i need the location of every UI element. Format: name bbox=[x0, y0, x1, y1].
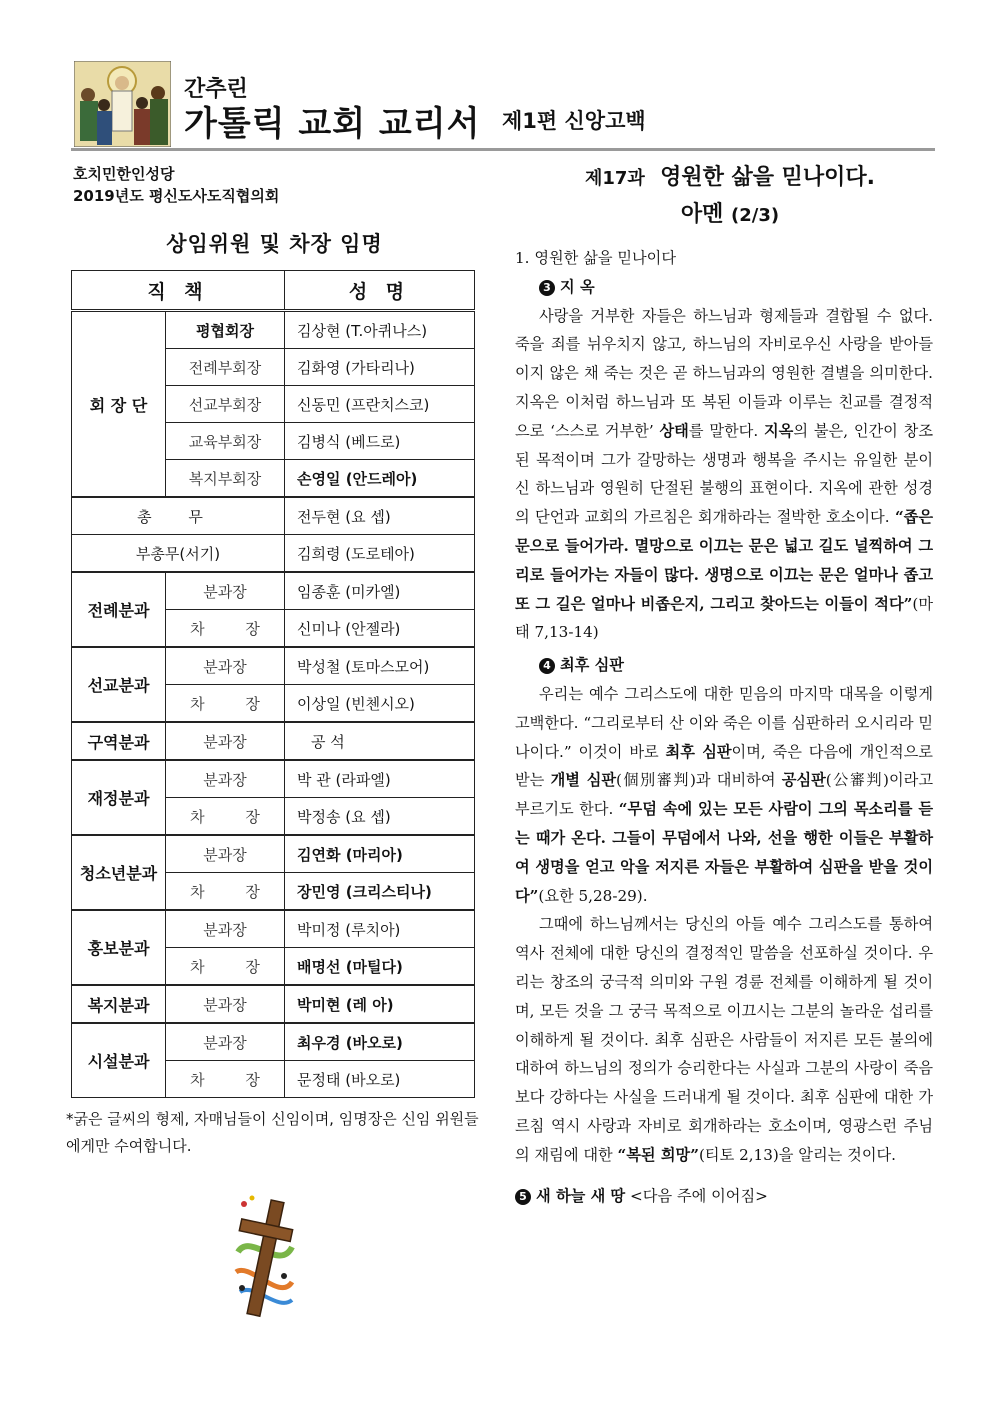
subsection-heading bbox=[515, 651, 933, 680]
position-label: 분과장 bbox=[166, 910, 285, 948]
lesson-part: (2/3) bbox=[731, 205, 780, 226]
subsection-title: 최후 심판 bbox=[560, 656, 624, 675]
member-name: 신미나 (안젤라) bbox=[285, 610, 475, 648]
subsection-heading bbox=[515, 1182, 933, 1211]
continued-note: <다음 주에 이어짐> bbox=[630, 1186, 768, 1205]
member-name: 이상일 (빈첸시오) bbox=[285, 685, 475, 723]
text-span: 그때에 하느님께서는 당신의 아들 예수 그리스도를 통하여 역사 전체에 대한 당신의 결정적인 말씀을 선포하실 것이다. 우리는 창조의 궁극적 의미와 구원 경륜 전체를 이해하게 될 것이며, 모든 것을 그 궁극 목적으로 이끄시는 그분의 놀라운 섭리를 이해하게 될 것이다. 최후 심판은 사람들이 저지른 모든 불의에 대하여 하느님의 정의가 승리한다는 사실과 그분의 사랑이 죽음보다 강하다는 사실을 드러내게 될 것이다. 최후 심판에 대한 가르침 역시 사랑과 자비로 회개하라는 호소이며, 영광스런 주님의 재림에 대한 bbox=[515, 915, 933, 1164]
header-divider bbox=[71, 148, 935, 151]
scripture-ref: (요한 5,28-29). bbox=[538, 886, 648, 905]
member-name: 김화영 (가타리나) bbox=[285, 349, 475, 386]
table-row bbox=[72, 910, 475, 948]
member-name: 김희령 (도로테아) bbox=[285, 535, 475, 573]
position-label: 전례부회장 bbox=[166, 349, 285, 386]
section-heading: 1. 영원한 삶을 믿나이다 bbox=[515, 249, 677, 267]
cross-music-icon bbox=[230, 1192, 300, 1319]
paragraph bbox=[515, 302, 933, 648]
bold-span: 상태 bbox=[659, 421, 689, 440]
position-label: 차 장 bbox=[166, 685, 285, 723]
bold-span: 지옥 bbox=[764, 421, 794, 440]
member-name: 전두현 (요 셉) bbox=[285, 497, 475, 535]
text-span: 이며, 죽은 다음에 개인적으로 받는 bbox=[515, 742, 933, 790]
roster-title: 상임위원 및 차장 임명 bbox=[166, 232, 383, 256]
position-label: 분과장 bbox=[166, 985, 285, 1023]
member-name: 박성철 (토마스모어) bbox=[285, 647, 475, 685]
lesson-title bbox=[512, 160, 948, 234]
subsection-title: 새 하늘 새 땅 bbox=[536, 1186, 626, 1205]
member-name: 공 석 bbox=[285, 722, 475, 760]
table-row bbox=[72, 722, 475, 760]
member-name: 배명선 (마틸다) bbox=[285, 948, 475, 986]
scripture-quote: “좁은 문으로 들어가라. 멸망으로 이끄는 문은 넓고 길도 널찍하여 그리로 들어가는 자들이 많다. 생명으로 이끄는 문은 얼마나 좁고 또 그 길은 얼마나 비좁은지, 그리고 찾아드는 이들이 적다” bbox=[515, 508, 934, 613]
member-name: 최우경 (바오로) bbox=[285, 1023, 475, 1061]
member-name: 박 관 (라파엘) bbox=[285, 760, 475, 798]
group-label: 홍보분과 bbox=[72, 910, 166, 985]
group-label: 시설분과 bbox=[72, 1023, 166, 1098]
position-label: 총 무 bbox=[72, 497, 285, 535]
member-name: 박정송 (요 셉) bbox=[285, 798, 475, 836]
table-row bbox=[72, 647, 475, 685]
group-label: 전례분과 bbox=[72, 572, 166, 647]
member-name: 김연화 (마리아) bbox=[285, 835, 475, 873]
member-name: 김병식 (베드로) bbox=[285, 423, 475, 460]
group-label: 재정분과 bbox=[72, 760, 166, 835]
text-span: (個別審判)과 대비하여 bbox=[616, 771, 776, 790]
position-label: 교육부회장 bbox=[166, 423, 285, 460]
group-label: 선교분과 bbox=[72, 647, 166, 722]
lesson-title-amen: 아멘 bbox=[680, 202, 724, 227]
council-name: 2019년도 평신도사도직협의회 bbox=[73, 187, 280, 205]
table-row bbox=[72, 1023, 475, 1061]
position-label: 분과장 bbox=[166, 835, 285, 873]
lesson-body bbox=[515, 244, 933, 1210]
position-label: 차 장 bbox=[166, 1061, 285, 1098]
member-name: 박미현 (레 아) bbox=[285, 985, 475, 1023]
lesson-title-main: 영원한 삶을 믿나이다. bbox=[660, 165, 876, 190]
member-name: 손영일 (안드레아) bbox=[285, 460, 475, 498]
group-label: 복지분과 bbox=[72, 985, 166, 1023]
text-span: 사랑을 거부한 자들은 하느님과 형제들과 결합될 수 없다. 죽을 죄를 뉘우치지 않고, 하느님의 자비로우신 사랑을 받아들이지 않은 채 죽는 것은 곧 하느님과의 영원한 결별을 의미한다. 지옥은 이처럼 하느님과 또 복된 이들과 이루는 친교를 결정적으로 ‘스스로 거부한’ bbox=[515, 306, 933, 440]
part-title: 제1편 신앙고백 bbox=[502, 109, 646, 133]
header-subtitle: 간추린 bbox=[184, 77, 248, 102]
paragraph bbox=[515, 910, 933, 1169]
position-label: 차 장 bbox=[166, 948, 285, 986]
number-badge: 5 bbox=[515, 1189, 531, 1205]
bold-span: “복된 희망” bbox=[617, 1145, 699, 1164]
table-row bbox=[72, 985, 475, 1023]
table-row bbox=[72, 760, 475, 798]
position-label: 평협회장 bbox=[166, 311, 285, 349]
position-label: 차 장 bbox=[166, 873, 285, 911]
scripture-ref: (마태 7,13-14) bbox=[515, 594, 933, 642]
member-name: 박미정 (루치아) bbox=[285, 910, 475, 948]
member-name: 김상현 (T.아퀴나스) bbox=[285, 311, 475, 349]
position-label: 분과장 bbox=[166, 722, 285, 760]
text-span: (티토 2,13)을 알리는 것이다. bbox=[698, 1145, 896, 1164]
position-label: 차 장 bbox=[166, 610, 285, 648]
text-span: 우리는 예수 그리스도에 대한 믿음의 마지막 대목을 이렇게 고백한다. “그리로부터 산 이와 죽은 이를 심판하러 오시리라 믿나이다.” 이것이 바로 bbox=[515, 684, 933, 761]
text-span: 의 불은, 인간이 창조된 목적이며 그가 갈망하는 생명과 행복을 주시는 유일한 분이신 하느님과 영원히 단절된 불행의 표현이다. 지옥에 관한 성경의 단언과 교회의 가르침은 회개하라는 절박한 호소이다. bbox=[515, 421, 934, 527]
position-label: 분과장 bbox=[166, 647, 285, 685]
member-name: 신동민 (프란치스코) bbox=[285, 386, 475, 423]
number-badge: 3 bbox=[539, 280, 555, 296]
page-title: 가톨릭 교회 교리서 bbox=[184, 104, 481, 144]
position-label: 차 장 bbox=[166, 798, 285, 836]
table-row bbox=[72, 835, 475, 873]
subsection-heading bbox=[515, 273, 933, 302]
lesson-number: 제17과 bbox=[584, 168, 645, 189]
table-row bbox=[72, 497, 475, 535]
jesus-disciples-logo bbox=[74, 61, 171, 147]
position-label: 선교부회장 bbox=[166, 386, 285, 423]
table-row bbox=[72, 535, 475, 573]
paragraph bbox=[515, 680, 933, 910]
member-name: 문정태 (바오로) bbox=[285, 1061, 475, 1098]
table-row bbox=[72, 311, 475, 349]
bold-span: 공심판 bbox=[781, 771, 826, 790]
group-label: 청소년분과 bbox=[72, 835, 166, 910]
member-name: 장민영 (크리스티나) bbox=[285, 873, 475, 911]
subsection-title: 지 옥 bbox=[560, 277, 595, 296]
text-span: (公審判)이라고 부르기도 한다. bbox=[515, 771, 933, 819]
roster-footnote: *굵은 글씨의 형제, 자매님들이 신임이며, 임명장은 신임 위원들에게만 수여합니다. bbox=[66, 1110, 479, 1155]
col-header-name: 성 명 bbox=[285, 271, 475, 311]
col-header-role: 직 책 bbox=[72, 271, 285, 311]
position-label: 분과장 bbox=[166, 1023, 285, 1061]
bold-span: 개별 심판 bbox=[550, 771, 617, 790]
parish-name: 호치민한인성당 bbox=[73, 165, 175, 183]
number-badge: 4 bbox=[539, 658, 555, 674]
parish-info bbox=[73, 163, 279, 207]
roster-table bbox=[71, 270, 475, 1098]
text-span: 를 말한다. bbox=[688, 421, 759, 440]
bold-span: 최후 심판 bbox=[665, 742, 732, 761]
position-label: 부총무(서기) bbox=[72, 535, 285, 573]
table-row bbox=[72, 572, 475, 610]
position-label: 분과장 bbox=[166, 572, 285, 610]
position-label: 복지부회장 bbox=[166, 460, 285, 498]
member-name: 임종훈 (미카엘) bbox=[285, 572, 475, 610]
group-label: 회 장 단 bbox=[72, 311, 166, 498]
scripture-quote: “무덤 속에 있는 모든 사람이 그의 목소리를 듣는 때가 온다. 그들이 무덤에서 나와, 선을 행한 이들은 부활하여 생명을 얻고 악을 저지른 자들은 부활하여 심판을 받을 것이다” bbox=[515, 800, 933, 905]
group-label: 구역분과 bbox=[72, 722, 166, 760]
table-header-row bbox=[72, 271, 475, 311]
position-label: 분과장 bbox=[166, 760, 285, 798]
